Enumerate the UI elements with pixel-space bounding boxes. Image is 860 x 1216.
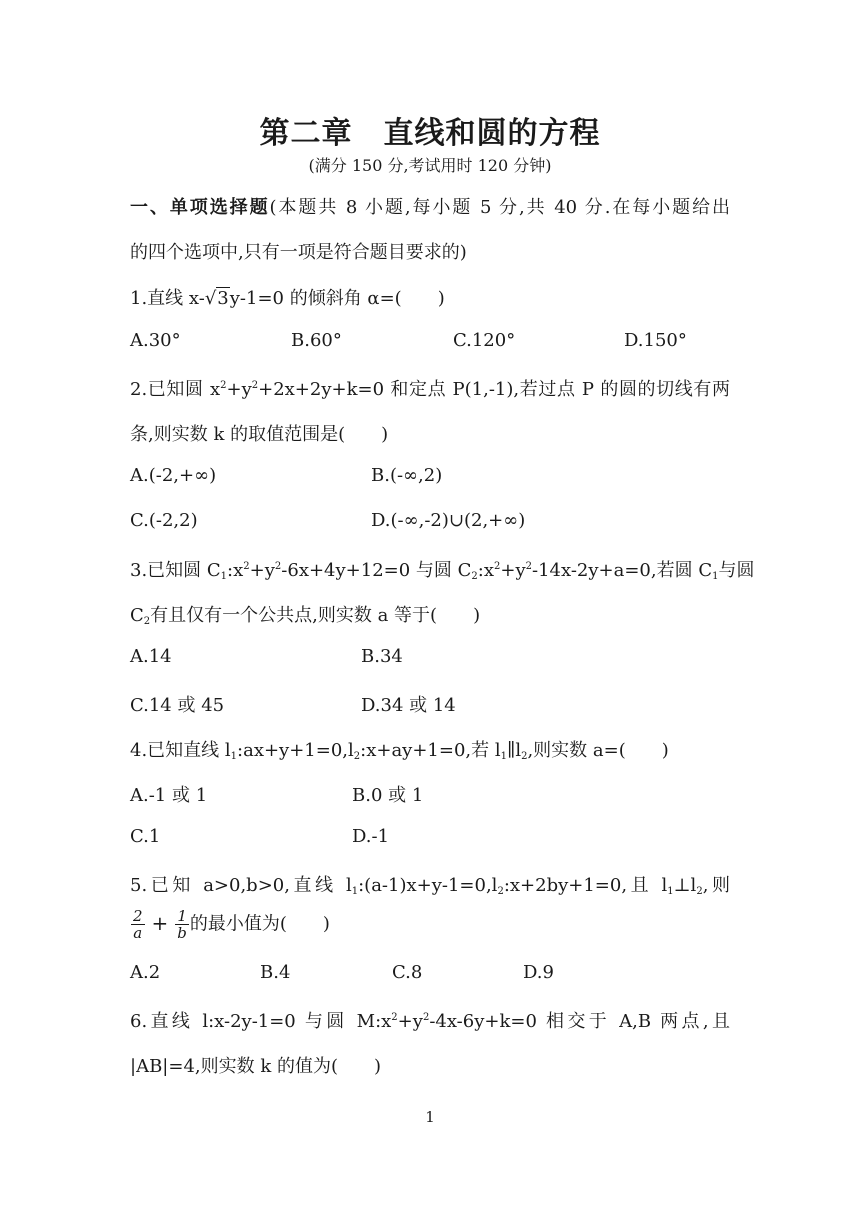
q2-option-c: C.(-2,2) [130,510,198,531]
q2-option-d: D.(-∞,-2)∪(2,+∞) [371,510,526,531]
q5-option-b: B.4 [260,962,291,983]
question-4: 4.已知直线 $l_1:ax+y+1=0,l_2:x+ay+1=0$,若 $l_1\parallel l_2$,则实数 a=( ) [130,740,669,762]
section-label: 一、单项选择题 [130,197,270,218]
q3-option-c: C.14 或 45 [130,695,225,716]
q1-option-c: C.120° [453,330,516,351]
page-title: 第二章 直线和圆的方程 [259,116,601,151]
exam-info: (满分 150 分,考试用时 120 分钟) [308,156,552,175]
question-3: 3.已知圆 $C_1:x^2+y^2-6x+4y+12=0$ 与圆 $C_2:x^2+y^2-14x-2y+a=0$,若圆 $C_1$与圆 [130,560,755,582]
question-6: 6.直线 l:x-2y-1=0 与圆 $M:x^2+y^2-4x-6y+k=0$ 相交于 A,B 两点,且 [130,1011,730,1032]
q1-option-a: A.30° [130,330,181,351]
q4-option-b: B.0 或 1 [352,785,424,806]
q4-option-a: A.-1 或 1 [130,785,208,806]
q4-option-c: C.1 [130,826,161,847]
q1-option-d: D.150° [624,330,687,351]
question-6-cont: |AB|=4,则实数 k 的值为( ) [130,1056,382,1077]
section-desc-cont: 的四个选项中,只有一项是符合题目要求的) [130,242,467,263]
q3-option-a: A.14 [130,646,172,667]
q3-option-b: B.34 [361,646,403,667]
q2-option-b: B.(-∞,2) [371,465,443,486]
question-5-cont: $\frac{2}{a}$ + $\frac{1}{b}$ 的最小值为( ) [133,907,330,942]
q3-option-d: D.34 或 14 [361,695,456,716]
section-desc: (本题共 8 小题,每小题 5 分,共 40 分.在每小题给出 [269,197,731,218]
q5-option-a: A.2 [130,962,161,983]
q5-option-d: D.9 [523,962,554,983]
section-heading [130,193,730,219]
q4-option-d: D.-1 [352,826,390,847]
question-2: 2.已知圆 $x^2+y^2+2x+2y+k=0$ 和定点 P(1,-1),若过点 P 的圆的切线有两 [130,379,731,400]
question-5: 5.已知 a>0,b>0,直线 $l_1:(a-1)x+y-1=0,l_2:x+2by+1=0$,且 $l_1\perp l_2$,则 [130,875,730,897]
q1-option-b: B.60° [291,330,342,351]
fraction-2-over-a: $\frac{2}{a}$ [133,907,143,942]
question-3-cont: $C_2$有且仅有一个公共点,则实数 a 等于( ) [130,605,481,627]
sqrt-symbol: √3 [204,288,229,309]
fraction-1-over-b: $\frac{1}{b}$ [177,907,187,942]
question-1: 1.直线 x-√3y-1=0 的倾斜角 α=( ) [130,288,445,309]
q2-option-a: A.(-2,+∞) [130,465,217,486]
q5-option-c: C.8 [392,962,423,983]
page-number: 1 [425,1108,435,1126]
question-2-cont: 条,则实数 k 的取值范围是( ) [130,424,389,445]
